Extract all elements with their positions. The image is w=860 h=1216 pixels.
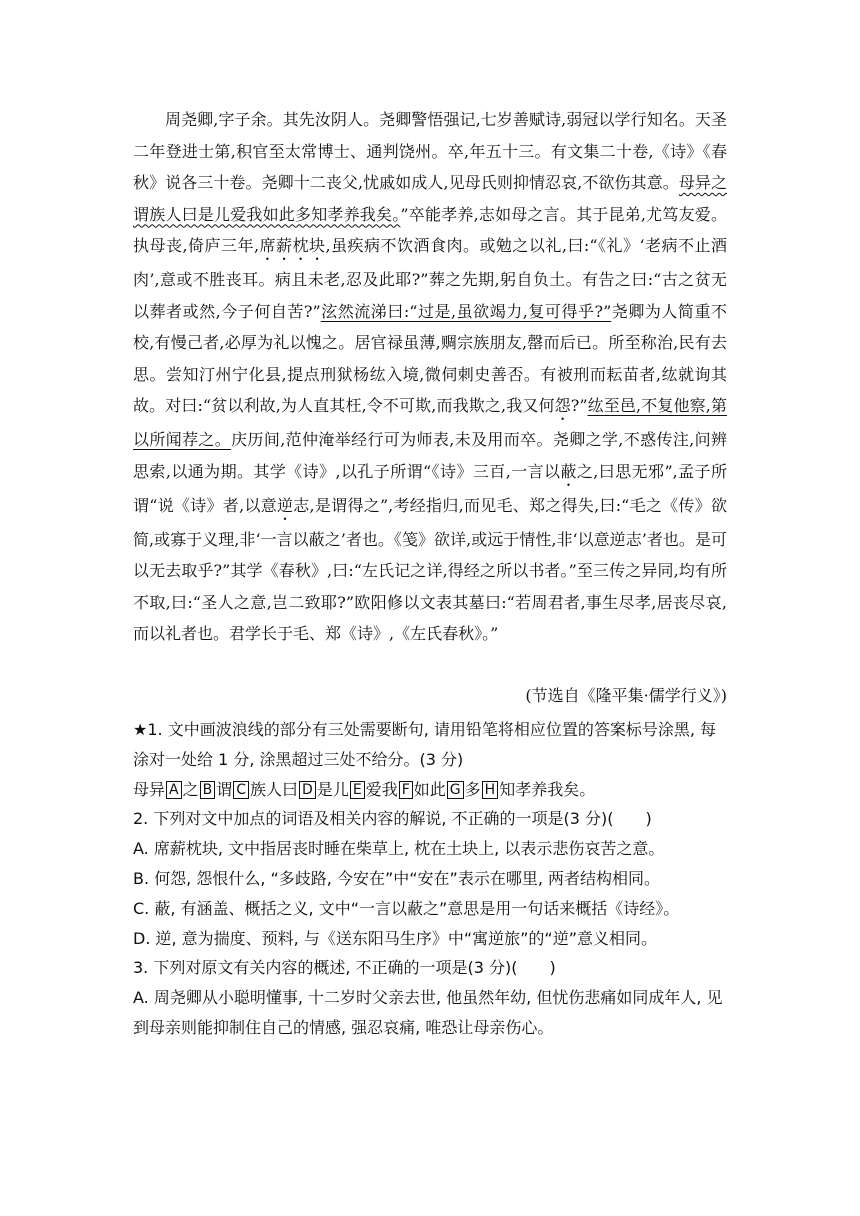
question-2-option-a: A. 席薪枕块, 文中指居丧时睡在柴草上, 枕在土块上, 以表示悲伤哀苦之意。: [133, 839, 665, 859]
dotted-term: 蔽: [560, 461, 577, 481]
dotted-term: 逆: [276, 495, 294, 515]
segment-text: 族人曰: [250, 779, 299, 799]
segment-text: 母异: [133, 779, 166, 799]
passage-text: 周尧卿,字子余。其先汝阴人。尧卿警悟强记,七岁善赋诗,弱冠以学行知名。天圣二年登进士第,积官至太常博士、通判饶州。卒,年五十三。有文集二十卷,《诗》《春秋》说各三十卷。尧卿十二丧父,忧戚如成人,见母氏则抑情忍哀,不欲伤其意。: [133, 110, 727, 192]
dotted-term: 怨: [554, 396, 571, 415]
segment-text: 知孝养我矣。: [499, 779, 596, 799]
segment-text: 多: [464, 779, 481, 799]
option-box-a[interactable]: A: [166, 781, 182, 799]
question-2-option-c: C. 蔽, 有涵盖、概括之义, 文中“一言以蔽之”意思是用一句话来概括《诗经》。: [133, 898, 680, 918]
option-box-f[interactable]: F: [399, 781, 413, 799]
passage-text: ?”: [570, 396, 588, 415]
passage-text: 之,曰思无邪”,孟子所谓“说《诗》者,以意: [133, 461, 727, 515]
segment-text: 如此: [413, 779, 446, 799]
passage-text: 庆历间,范仲淹举经行可为师表,未及用而卒。尧卿之学,不惑传注,问辨思索,以通为期。其学《诗》,以孔子所谓“《诗》三百,一言以: [133, 430, 727, 481]
underlined-sentence: 纮至邑,不复他察,第以所闻荐之。: [133, 396, 727, 449]
passage-text: 志,是谓得之”,考经指归,而见毛、郑之得失,曰:“毛之《传》欲简,或寡于义理,非‘一言以蔽之’者也。《笺》欲详,或远于情性,非‘以意逆志’者也。是可以无去取乎?”其学《春秋》,曰:“左氏记之详,得经之所以书者。”至三传之异同,均有所不取,曰:“圣人之意,岂二致耶?”欧阳修以文表其墓曰:“若周君者,事生尽孝,居丧尽哀,而以礼者也。君学长于毛、郑《诗》,《左氏春秋》。”: [133, 495, 727, 643]
underlined-sentence: 泫然流涕曰:“过是,虽欲竭力,复可得乎?”: [320, 301, 612, 321]
segment-text: 之: [182, 779, 199, 799]
option-box-b[interactable]: B: [200, 781, 216, 799]
passage-paragraph: [133, 104, 727, 650]
passage-text: ,虽疾病不饮酒食肉。或勉之以礼,曰:“《礼》‘老病不止酒肉’,意或不胜丧耳。病且未老,忍及此耶?”葬之先期,躬自负土。有告之曰:“古之贫无以葬者或然,今子何自苦?”: [133, 236, 727, 321]
question-2-stem: 2. 下列对文中加点的词语及相关内容的解说, 不正确的一项是(3 分)( ): [133, 809, 652, 829]
question-2-option-d: D. 逆, 意为揣度、预料, 与《送东阳马生序》中“寓逆旅”的“逆”意义相同。: [133, 928, 657, 948]
passage-source: (节选自《隆平集·儒学行义》): [525, 686, 727, 705]
option-box-c[interactable]: C: [233, 781, 249, 799]
segment-text: 谓: [216, 779, 233, 799]
questions-section: [133, 715, 727, 1043]
option-box-e[interactable]: E: [350, 781, 365, 799]
question-3-stem: 3. 下列对原文有关内容的概述, 不正确的一项是(3 分)( ): [133, 958, 556, 978]
segment-text: 爱我: [365, 779, 398, 799]
wavy-underlined-sentence: 母异之谓族人曰是儿爱我如此多知孝养我矣。: [133, 173, 727, 224]
option-box-d[interactable]: D: [299, 781, 316, 799]
question-1-stem: ★1. 文中画波浪线的部分有三处需要断句, 请用铅笔将相应位置的答案标号涂黑, 每涂对一处给 1 分, 涂黑超过三处不给分。(3 分): [133, 720, 717, 769]
classical-passage: [133, 104, 727, 650]
passage-text: ”卒能孝养,志如母之言。其于昆弟,尤笃友爱。执母丧,倚庐三年,: [133, 204, 727, 255]
question-2-option-b: B. 何怨, 怨恨什么, “多歧路, 今安在”中“安在”表示在哪里, 两者结构相同。: [133, 868, 660, 888]
segment-text: 是儿: [316, 779, 349, 799]
dotted-term: 席薪枕块: [259, 236, 326, 255]
option-box-g[interactable]: G: [447, 781, 464, 799]
option-box-h[interactable]: H: [482, 781, 499, 799]
passage-text: 尧卿为人简重不校,有慢己者,必厚为礼以愧之。居官禄虽薄,赒宗族朋友,罄而后已。所至称治,民有去思。尝知汀州宁化县,提点刑狱杨纮入境,微伺刺史善否。有被刑而耘苗者,纮就询其故。对曰:“贫以利故,为人直其枉,令不可欺,而我欺之,我又何: [133, 301, 727, 415]
question-3-option-a: A. 周尧卿从小聪明懂事, 十二岁时父亲去世, 他虽然年幼, 但忧伤悲痛如同成年人, 见到母亲则能抑制住自己的情感, 强忍哀痛, 唯恐让母亲伤心。: [133, 988, 723, 1037]
question-1-options: [133, 775, 727, 805]
